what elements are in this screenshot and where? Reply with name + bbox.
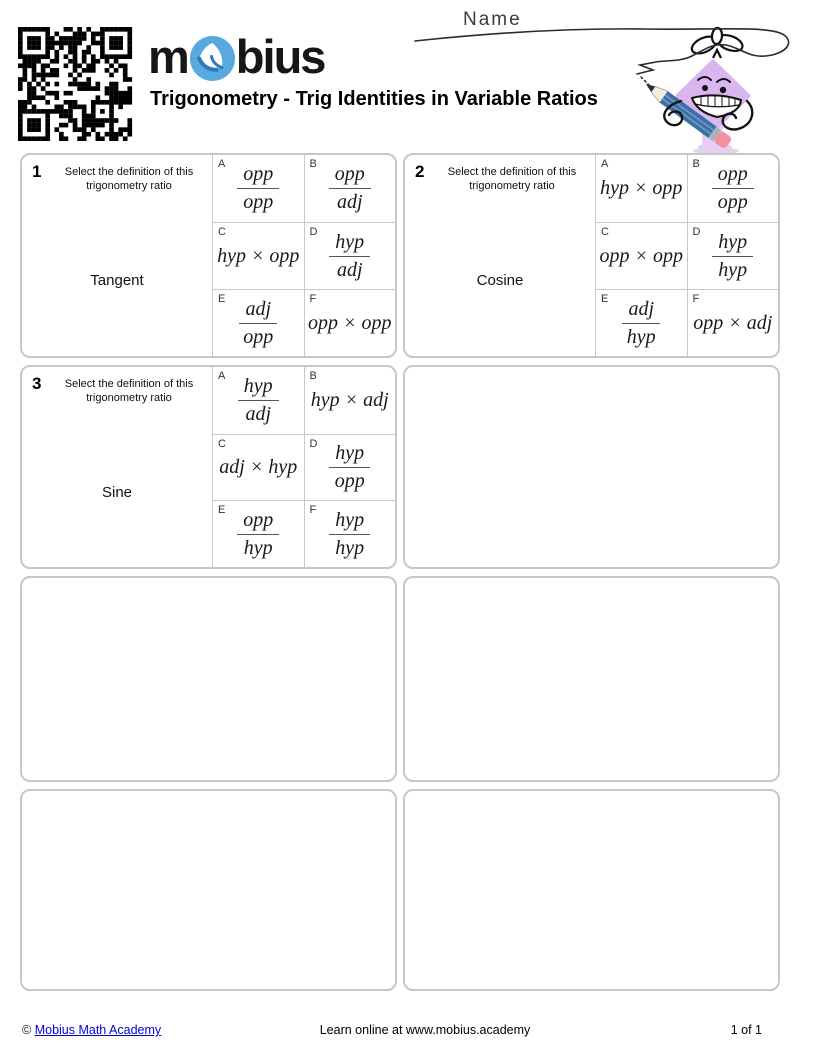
fraction-formula — [712, 231, 753, 282]
fraction-numerator: adj — [622, 298, 660, 324]
page-number: 1 of 1 — [730, 1023, 762, 1037]
option-letter: F — [692, 293, 700, 305]
option-letter: C — [601, 226, 609, 238]
questions-grid — [20, 153, 780, 991]
option-cell[interactable] — [212, 367, 304, 434]
fraction-denominator: hyp — [718, 258, 748, 281]
fraction-denominator: opp — [243, 191, 274, 213]
empty-answer-box[interactable] — [403, 576, 780, 782]
empty-answer-box[interactable] — [403, 789, 780, 991]
question-info — [22, 367, 212, 567]
mobius-logo — [148, 29, 324, 84]
mobius-logo-icon — [190, 36, 235, 81]
fraction-numerator: hyp — [238, 375, 279, 401]
fraction-numerator: opp — [237, 163, 279, 189]
motion-dots — [641, 77, 649, 85]
fraction-denominator: hyp — [243, 536, 273, 559]
option-cell[interactable] — [304, 222, 396, 289]
product-formula: hyp × opp — [217, 244, 300, 267]
answer-options — [595, 155, 778, 356]
product-formula: hyp × adj — [310, 388, 389, 411]
option-cell[interactable] — [687, 222, 779, 289]
fraction-denominator: opp — [717, 191, 748, 213]
fraction-numerator: opp — [237, 509, 279, 535]
question-number: 2 — [415, 162, 425, 181]
fraction-denominator: adj — [245, 402, 272, 425]
product-formula: adj × hyp — [219, 455, 298, 478]
option-letter: E — [218, 293, 226, 305]
option-cell[interactable] — [304, 289, 396, 356]
option-letter: E — [218, 504, 226, 517]
fraction-formula — [329, 509, 370, 560]
fraction-numerator: hyp — [329, 442, 370, 468]
fraction-numerator: hyp — [329, 509, 370, 535]
fraction-numerator: hyp — [712, 231, 753, 257]
option-letter: C — [218, 226, 226, 238]
option-letter: B — [692, 158, 700, 170]
fraction-formula — [329, 442, 370, 493]
fraction-denominator: hyp — [335, 536, 365, 559]
option-cell[interactable] — [595, 289, 687, 356]
option-cell[interactable] — [595, 222, 687, 289]
fraction-formula — [237, 163, 279, 214]
option-cell[interactable] — [595, 155, 687, 222]
question-info — [22, 155, 212, 356]
fraction-formula — [238, 375, 279, 426]
question-box — [403, 153, 780, 358]
option-cell[interactable] — [687, 155, 779, 222]
option-letter: A — [218, 158, 226, 170]
fraction-denominator: opp — [334, 469, 365, 492]
question-box — [20, 365, 397, 569]
ratio-name: Tangent — [90, 272, 144, 289]
fraction-formula — [239, 298, 277, 349]
option-letter: F — [309, 504, 317, 517]
option-letter: D — [309, 226, 318, 238]
option-cell[interactable] — [212, 500, 304, 567]
option-cell[interactable] — [212, 222, 304, 289]
option-letter: D — [309, 437, 318, 450]
copyright-symbol: © — [22, 1023, 32, 1037]
option-letter: C — [218, 437, 226, 450]
product-formula: opp × opp — [599, 244, 683, 267]
option-cell[interactable] — [212, 434, 304, 501]
fraction-formula — [712, 163, 754, 214]
option-cell[interactable] — [212, 289, 304, 356]
question-box — [20, 153, 397, 358]
ratio-name: Cosine — [476, 272, 524, 289]
fraction-denominator: hyp — [626, 325, 656, 348]
fraction-formula — [237, 509, 279, 560]
fraction-denominator: adj — [336, 258, 363, 281]
empty-answer-box[interactable] — [403, 365, 780, 569]
option-letter: E — [601, 293, 609, 305]
product-formula: opp × adj — [693, 311, 773, 334]
empty-answer-box[interactable] — [20, 789, 397, 991]
mobius-academy-link[interactable]: Mobius Math Academy — [34, 1023, 162, 1037]
option-letter: A — [218, 370, 226, 382]
option-cell[interactable] — [304, 434, 396, 501]
worksheet-title: Trigonometry - Trig Identities in Variable Ratios — [150, 88, 598, 110]
option-letter: A — [601, 158, 609, 170]
option-letter: F — [309, 293, 317, 305]
answer-options — [212, 155, 395, 356]
option-cell[interactable] — [304, 367, 396, 434]
option-letter: D — [692, 226, 701, 238]
ratio-name: Sine — [101, 484, 133, 501]
qr-code — [17, 27, 133, 141]
fraction-numerator: adj — [239, 298, 277, 324]
fraction-denominator: adj — [336, 191, 363, 213]
question-number: 1 — [32, 162, 42, 181]
fraction-denominator: opp — [243, 325, 274, 348]
fraction-formula — [622, 298, 660, 349]
option-cell[interactable] — [687, 289, 779, 356]
option-cell[interactable] — [212, 155, 304, 222]
mascot-illustration — [410, 0, 815, 165]
option-letter: B — [309, 370, 317, 382]
footer-tagline: Learn online at www.mobius.academy — [319, 1023, 531, 1037]
answer-options — [212, 367, 395, 567]
product-formula: hyp × opp — [600, 177, 683, 199]
question-prompt: Select the definition of this trigonometry ratio — [447, 166, 577, 192]
option-letter: B — [309, 158, 317, 170]
question-info — [405, 155, 595, 356]
logo-text-pre: m — [148, 30, 188, 83]
empty-answer-box[interactable] — [20, 576, 397, 782]
option-cell[interactable] — [304, 155, 396, 222]
fraction-formula — [329, 231, 370, 282]
logo-text-post: bius — [235, 30, 325, 83]
name-label: Name — [463, 9, 522, 30]
question-prompt: Select the definition of this trigonometry ratio — [64, 378, 194, 404]
fraction-formula — [329, 163, 371, 214]
fraction-numerator: opp — [329, 163, 371, 189]
question-number: 3 — [32, 374, 42, 393]
question-prompt: Select the definition of this trigonometry ratio — [64, 166, 194, 192]
option-cell[interactable] — [304, 500, 396, 567]
fraction-numerator: hyp — [329, 231, 370, 257]
fraction-numerator: opp — [712, 163, 754, 189]
product-formula: opp × opp — [308, 311, 392, 334]
